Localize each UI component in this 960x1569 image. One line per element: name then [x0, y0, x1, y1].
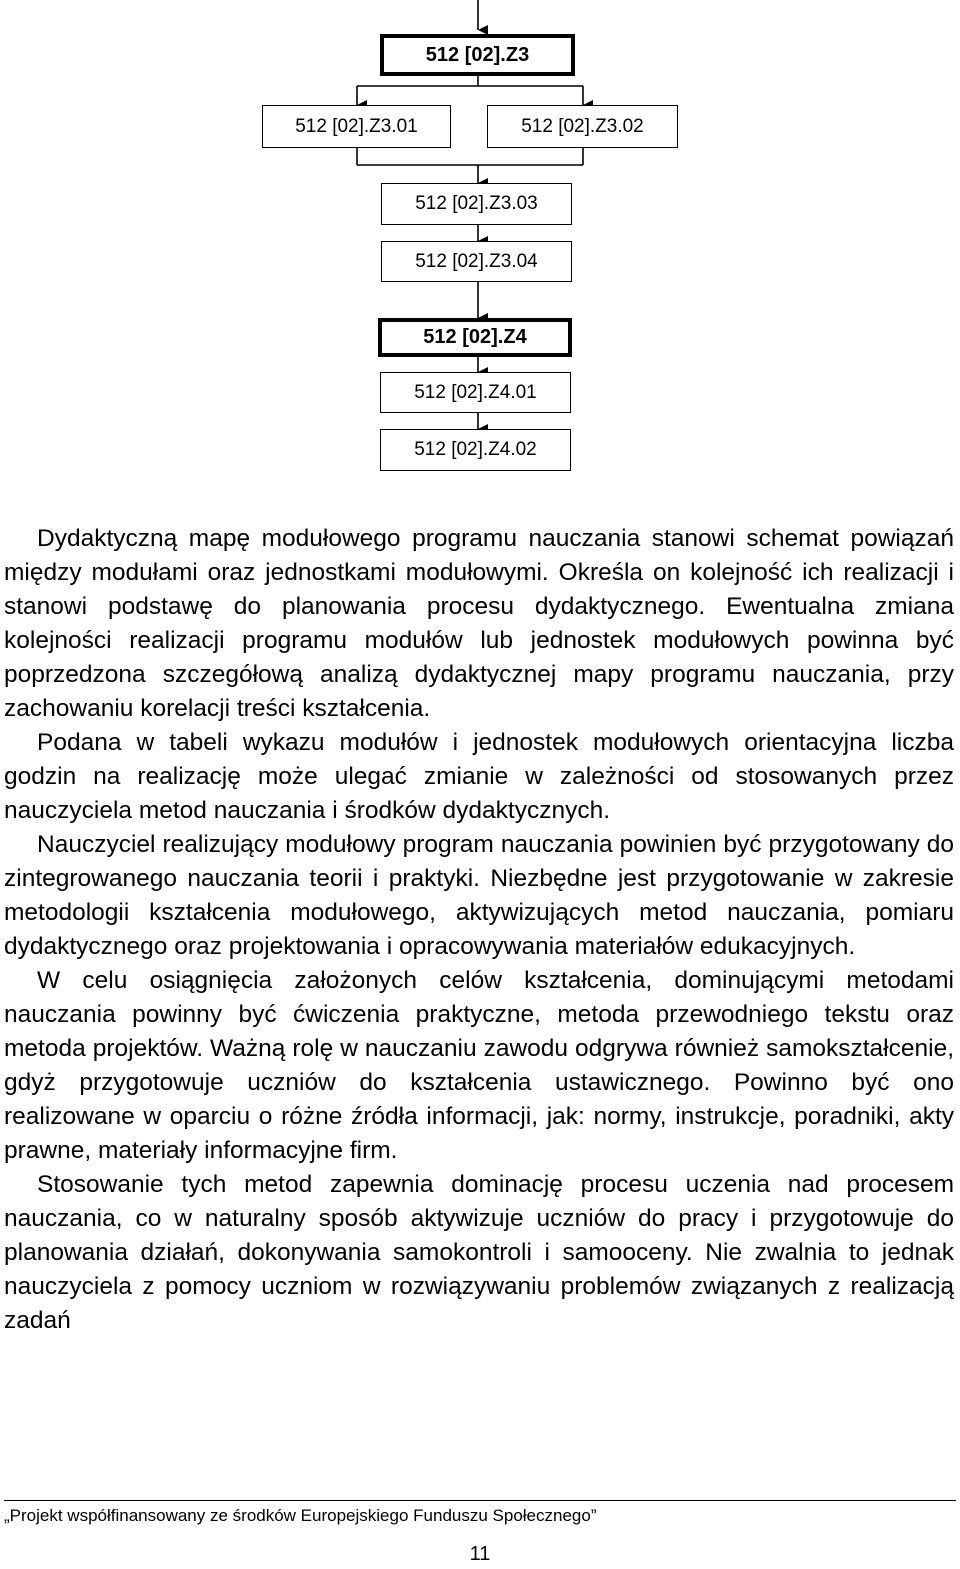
paragraph-5: Stosowanie tych metod zapewnia dominację procesu uczenia nad procesem nauczania, co w naturalny sposób aktywizuje uczniów do pracy i przygotowuje do planowania działań, dokonywania samokontroli i samooceny. Nie zwalnia to jednak nauczyciela z pomocy uczniom w rozwiązywaniu problemów związanych z realizacją zadań — [4, 1171, 954, 1334]
paragraph-1: Dydaktyczną mapę modułowego programu nauczania stanowi schemat powiązań między modułami oraz jednostkami modułowymi. Określa on kolejność ich realizacji i stanowi podstawę do planowania procesu dydaktycznego. Ewentualna zmiana kolejności realizacji programu modułów lub jednostek modułowych powinna być poprzedzona szczegółową analizą dydaktycznej mapy programu nauczania, przy zachowaniu korelacji treści kształcenia. — [4, 525, 954, 722]
paragraph-2: Podana w tabeli wykazu modułów i jednostek modułowych orientacyjna liczba godzin na realizację może ulegać zmianie w zależności od stosowanych przez nauczyciela metod nauczania i środków dydaktycznych. — [4, 729, 954, 824]
unit-z3-04-box: 512 [02].Z3.04 — [381, 241, 572, 282]
unit-z3-01-box: 512 [02].Z3.01 — [262, 105, 451, 148]
paragraph-3: Nauczyciel realizujący modułowy program nauczania powinien być przygotowany do zintegrowanego nauczania teorii i praktyki. Niezbędne jest przygotowanie w zakresie metodologii kształcenia modułowego, aktywizujących metod nauczania, pomiaru dydaktycznego oraz projektowania i opracowywania materiałów edukacyjnych. — [4, 831, 954, 960]
paragraph-4: W celu osiągnięcia założonych celów kształcenia, dominującymi metodami nauczania powinny być ćwiczenia praktyczne, metoda przewodniego tekstu oraz metoda projektów. Ważną rolę w nauczaniu zawodu odgrywa również samokształcenie, gdyż przygotowuje uczniów do kształcenia ustawicznego. Powinno być ono realizowane w oparciu o różne źródła informacji, jak: normy, instrukcje, poradniki, akty prawne, materiały informacyjne firm. — [4, 967, 954, 1164]
page-number: 11 — [469, 1543, 491, 1565]
module-z3-box: 512 [02].Z3 — [380, 34, 575, 76]
footer-divider — [4, 1500, 956, 1501]
unit-z4-02-box: 512 [02].Z4.02 — [380, 429, 571, 471]
module-z4-box: 512 [02].Z4 — [378, 318, 572, 357]
unit-z3-03-box: 512 [02].Z3.03 — [381, 183, 572, 225]
unit-z4-01-box: 512 [02].Z4.01 — [380, 372, 571, 413]
footer-note: „Projekt współfinansowany ze środków Europejskiego Funduszu Społecznego” — [4, 1506, 597, 1525]
body-text — [4, 522, 954, 1338]
unit-z3-02-box: 512 [02].Z3.02 — [487, 105, 678, 148]
